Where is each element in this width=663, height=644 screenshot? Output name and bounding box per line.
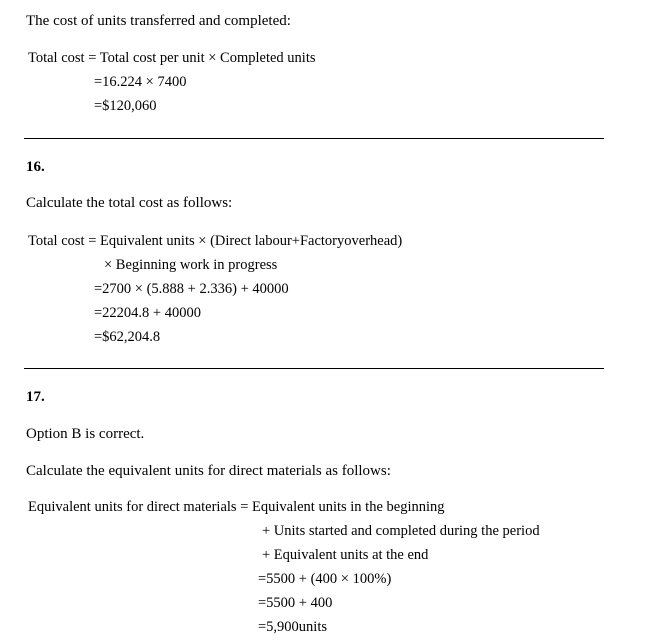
q17-equation-line-5: =5500 + 400 — [258, 595, 333, 611]
q17-intro-text: Calculate the equivalent units for direct materials as follows: — [26, 463, 391, 479]
q17-equation-line-1: Equivalent units for direct materials = Equivalent units in the beginning — [28, 499, 445, 515]
q16-equation-line-1: Total cost = Equivalent units × (Direct labour+Factoryoverhead) — [28, 233, 403, 249]
q17-equation-line-4: =5500 + (400 × 100%) — [258, 571, 392, 587]
question-number-16: 16. — [26, 159, 45, 175]
q17-equation-line-6: =5,900units — [258, 619, 328, 635]
prev-equation-line-2: =16.224 × 7400 — [94, 74, 187, 90]
prev-equation-line-1: Total cost = Total cost per unit × Completed units — [28, 50, 316, 66]
q17-answer-text: Option B is correct. — [26, 426, 145, 442]
question-number-17: 17. — [26, 389, 45, 405]
prev-equation-line-3: =$120,060 — [94, 98, 157, 114]
q17-equation-line-3: + Equivalent units at the end — [262, 547, 429, 563]
q16-intro-text: Calculate the total cost as follows: — [26, 195, 233, 211]
section-divider-1 — [24, 138, 604, 139]
q16-equation-line-4: =22204.8 + 40000 — [94, 305, 201, 321]
section-divider-2 — [24, 368, 604, 369]
prev-intro-text: The cost of units transferred and completed: — [26, 13, 291, 29]
q17-equation-line-2: + Units started and completed during the period — [262, 523, 540, 539]
q16-equation-line-3: =2700 × (5.888 + 2.336) + 40000 — [94, 281, 289, 297]
q16-equation-line-5: =$62,204.8 — [94, 329, 161, 345]
q16-equation-line-2: × Beginning work in progress — [104, 257, 278, 273]
